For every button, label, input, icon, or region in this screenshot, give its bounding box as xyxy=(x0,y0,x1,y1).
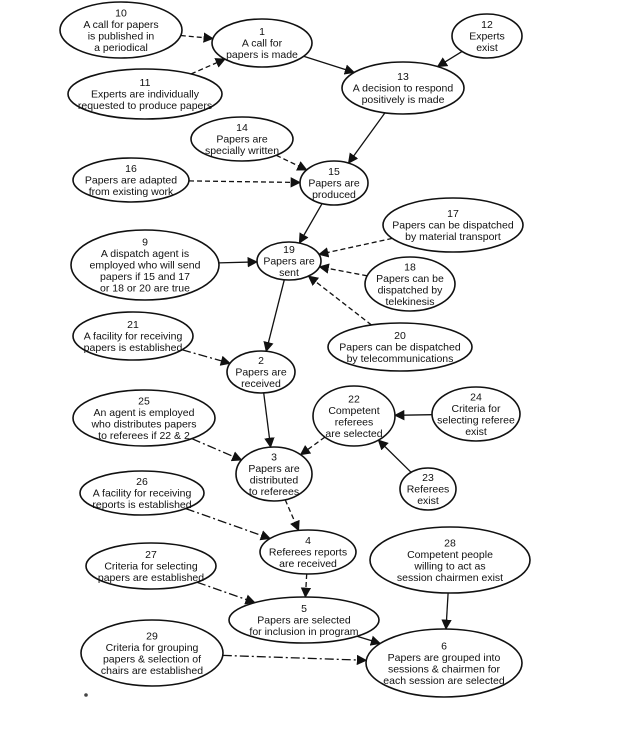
node-number: 24 xyxy=(470,391,482,404)
edge-3-to-4 xyxy=(285,500,298,531)
edge-25-to-3 xyxy=(192,439,242,460)
node-label-line: papers & selection of xyxy=(102,653,202,666)
node-number: 13 xyxy=(397,71,409,83)
edge-9-to-19 xyxy=(219,262,257,263)
node-2 xyxy=(227,351,295,393)
node-28 xyxy=(370,527,530,593)
node-label-line: session chairmen exist xyxy=(396,571,504,584)
stray-dot xyxy=(84,693,88,697)
node-label-line: A call for xyxy=(241,37,283,50)
node-12 xyxy=(452,14,522,58)
node-19 xyxy=(257,242,321,280)
edge-15-to-19 xyxy=(299,204,322,243)
node-label-line: each session are selected xyxy=(383,674,505,687)
node-number: 1 xyxy=(259,26,265,38)
edge-10-to-1 xyxy=(181,36,213,39)
edge-5-to-6 xyxy=(357,636,380,643)
edge-21-to-2 xyxy=(182,350,230,364)
node-label-line: Papers are xyxy=(248,462,300,475)
node-label-line: Competent xyxy=(328,404,380,417)
node-number: 29 xyxy=(146,630,158,643)
node-label-line: papers are established xyxy=(97,572,205,584)
node-label-line: exist xyxy=(417,495,439,507)
edge-23-to-22 xyxy=(378,440,411,472)
node-label-line: exist xyxy=(465,425,487,438)
node-21 xyxy=(73,312,193,360)
node-label-line: A call for papers xyxy=(83,18,159,31)
node-23 xyxy=(400,468,456,510)
edge-29-to-6 xyxy=(223,655,366,660)
node-label-line: papers is made xyxy=(226,49,298,61)
node-label-line: to referees xyxy=(248,485,300,498)
edge-12-to-13 xyxy=(438,51,463,66)
node-label-line: A decision to respond xyxy=(352,82,454,95)
node-13 xyxy=(342,62,464,114)
node-label-line: by telecommunications xyxy=(346,353,454,365)
node-label-line: Papers are xyxy=(263,255,315,268)
node-label-line: requested to produce papers xyxy=(77,100,213,112)
node-label-line: Criteria for xyxy=(451,402,501,415)
node-number: 9 xyxy=(142,236,148,249)
node-label-line: Referees reports xyxy=(268,546,348,559)
node-number: 15 xyxy=(328,166,340,178)
node-label-line: Papers are selected xyxy=(257,614,351,627)
node-label-line: Papers are xyxy=(308,177,360,190)
node-label-line: Papers can be dispatched xyxy=(392,219,514,232)
node-number: 16 xyxy=(125,163,137,175)
node-label-line: Papers are xyxy=(235,366,287,379)
node-number: 27 xyxy=(145,549,157,561)
node-label-line: or 18 or 20 are true xyxy=(100,282,190,295)
node-label-line: Criteria for selecting xyxy=(104,560,198,573)
edge-20-to-19 xyxy=(309,276,372,325)
node-label-line: Experts xyxy=(469,30,505,43)
node-6 xyxy=(366,629,522,697)
node-9 xyxy=(71,230,219,300)
edge-22-to-3 xyxy=(301,437,325,455)
node-label-line: chairs are established xyxy=(100,664,204,677)
node-number: 21 xyxy=(127,319,139,331)
node-number: 4 xyxy=(305,535,311,547)
node-label-line: selecting referee xyxy=(437,414,515,427)
node-label-line: is published in xyxy=(87,30,155,43)
node-label-line: A facility for receiving xyxy=(92,487,192,500)
edge-24-to-22 xyxy=(395,415,432,416)
node-label-line: papers is established xyxy=(83,342,183,354)
node-label-line: telekinesis xyxy=(385,295,435,308)
node-10 xyxy=(60,2,182,58)
node-24 xyxy=(432,387,520,441)
node-label-line: are selected xyxy=(325,427,383,440)
node-label-line: papers if 15 and 17 xyxy=(100,271,190,283)
nodes-layer xyxy=(60,2,530,697)
node-label-line: Criteria for grouping xyxy=(105,641,199,654)
node-label-line: positively is made xyxy=(361,94,445,106)
node-29 xyxy=(81,620,223,686)
node-number: 11 xyxy=(139,77,151,89)
node-label-line: exist xyxy=(476,42,498,54)
node-label-line: who distributes papers xyxy=(91,418,197,431)
edge-18-to-19 xyxy=(320,267,368,276)
node-label-line: for inclusion in program xyxy=(249,626,359,638)
node-number: 22 xyxy=(348,393,360,406)
node-20 xyxy=(328,323,472,371)
node-25 xyxy=(73,390,215,446)
node-1 xyxy=(212,19,312,67)
node-17 xyxy=(383,198,523,252)
node-label-line: Papers are adapted xyxy=(84,174,178,187)
edge-11-to-1 xyxy=(191,59,225,74)
node-number: 23 xyxy=(422,472,434,484)
node-number: 10 xyxy=(115,7,127,20)
node-label-line: referees xyxy=(334,416,374,429)
node-label-line: received xyxy=(241,378,281,390)
node-number: 19 xyxy=(283,244,295,256)
node-label-line: to referees if 22 & 2 xyxy=(98,429,190,442)
node-label-line: by material transport xyxy=(405,231,501,243)
node-4 xyxy=(260,530,356,574)
edge-26-to-4 xyxy=(186,509,270,539)
node-label-line: from existing work xyxy=(88,186,174,198)
node-label-line: dispatched by xyxy=(377,284,443,297)
node-label-line: distributed xyxy=(249,474,299,487)
node-label-line: An agent is employed xyxy=(93,406,195,419)
edge-2-to-3 xyxy=(264,393,271,447)
edge-14-to-15 xyxy=(276,155,307,170)
node-5 xyxy=(229,597,379,643)
edge-17-to-19 xyxy=(319,238,392,254)
node-label-line: sent xyxy=(279,267,299,279)
node-number: 17 xyxy=(447,208,459,220)
node-label-line: sessions & chairmen for xyxy=(387,663,501,676)
edge-13-to-15 xyxy=(349,113,386,163)
node-18 xyxy=(365,257,455,311)
node-number: 18 xyxy=(404,261,416,274)
node-27 xyxy=(86,543,216,589)
node-number: 26 xyxy=(136,476,148,488)
node-label-line: Papers can be dispatched xyxy=(339,341,461,354)
node-label-line: Experts are individually xyxy=(91,88,199,101)
node-3 xyxy=(236,447,312,501)
node-15 xyxy=(300,161,368,205)
node-16 xyxy=(73,158,189,202)
node-22 xyxy=(313,386,395,446)
edge-28-to-6 xyxy=(446,593,448,629)
node-number: 28 xyxy=(444,537,456,550)
node-number: 12 xyxy=(481,19,493,31)
node-number: 6 xyxy=(441,640,447,653)
node-number: 14 xyxy=(236,122,248,134)
node-label-line: a periodical xyxy=(94,41,148,54)
node-label-line: A facility for receiving xyxy=(83,330,183,343)
node-label-line: Papers are grouped into xyxy=(387,651,501,664)
node-label-line: Papers can be xyxy=(376,272,444,285)
edge-19-to-2 xyxy=(266,280,284,352)
edge-27-to-5 xyxy=(197,582,255,602)
node-label-line: produced xyxy=(312,189,356,201)
node-label-line: employed who will send xyxy=(89,259,201,272)
edge-1-to-13 xyxy=(304,56,355,72)
node-label-line: reports is established xyxy=(92,499,192,511)
node-number: 3 xyxy=(271,451,277,464)
node-label-line: Papers are xyxy=(216,133,268,146)
node-label-line: A dispatch agent is xyxy=(100,248,190,260)
edge-4-to-5 xyxy=(305,574,306,597)
edge-16-to-15 xyxy=(189,181,300,183)
node-number: 5 xyxy=(301,603,307,615)
node-11 xyxy=(68,69,222,119)
node-number: 25 xyxy=(138,395,150,408)
node-26 xyxy=(80,471,204,515)
node-label-line: specially written xyxy=(204,145,280,157)
node-number: 20 xyxy=(394,330,406,342)
node-label-line: Competent people xyxy=(407,548,493,561)
node-label-line: willing to act as xyxy=(414,560,486,573)
node-14 xyxy=(191,117,293,161)
node-label-line: Referees xyxy=(406,483,450,496)
node-label-line: are received xyxy=(279,558,337,570)
node-number: 2 xyxy=(258,355,264,367)
